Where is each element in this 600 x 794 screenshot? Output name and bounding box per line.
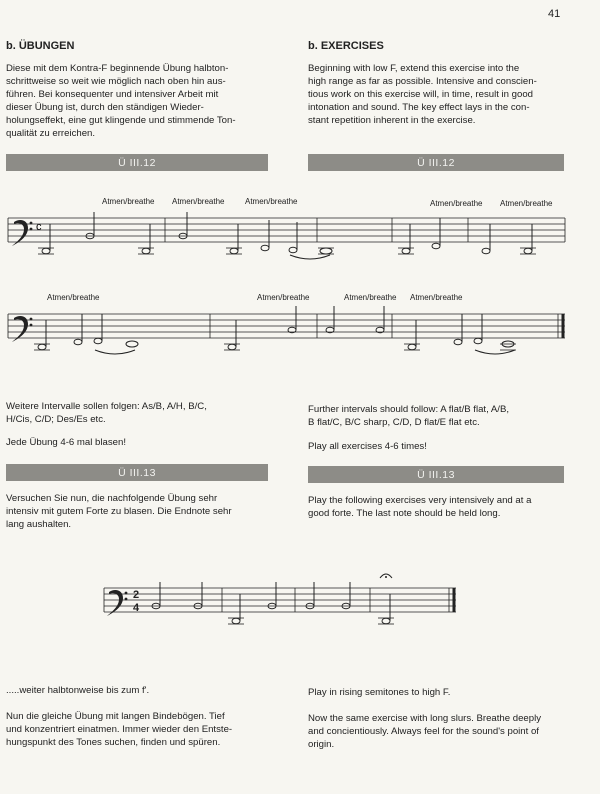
intro-english xyxy=(308,62,564,127)
instruction-english-line: good forte. The last note should be held long. xyxy=(308,508,501,519)
breath-label: Atmen/breathe xyxy=(102,197,155,206)
heading-german: b. ÜBUNGEN xyxy=(6,40,75,52)
intervals-english-line: Further intervals should follow: A flat/B flat, A/B, xyxy=(308,404,510,415)
intervals-english xyxy=(308,403,564,429)
exercise-bar-13-german: Ü III.13 xyxy=(6,464,268,481)
slurs-german-line: hungspunkt des Tones suchen, finden und spüren. xyxy=(6,737,221,748)
semitones-german: .....weiter halbtonweise bis zum f'. xyxy=(6,685,150,696)
semitones-english: Play in rising semitones to high F. xyxy=(308,687,451,698)
intro-english-line: high range as far as possible. Intensive and conscien- xyxy=(308,76,537,87)
slurs-english-line: Now the same exercise with long slurs. Breathe deeply xyxy=(308,713,542,724)
instruction-german-line: Versuchen Sie nun, die nachfolgende Übung sehr xyxy=(6,493,218,504)
breath-label: Atmen/breathe xyxy=(257,293,310,302)
intro-english-line: stant repetition inherent in the exercise. xyxy=(308,115,476,126)
slurs-english xyxy=(308,712,564,751)
slurs-german-line: Nun die gleiche Übung mit langen Bindebögen. Tief xyxy=(6,711,225,722)
exercise-bar-12-german: Ü III.12 xyxy=(6,154,268,171)
music-staff-3 xyxy=(100,570,470,650)
heading-english: b. EXERCISES xyxy=(308,40,384,52)
intervals-german xyxy=(6,400,268,426)
intro-german-line: dieser Übung ist, durch den ständigen Wieder- xyxy=(6,102,204,113)
instruction-german-line: intensiv mit gutem Forte zu blasen. Die Endnote sehr xyxy=(6,506,232,517)
slurs-german xyxy=(6,710,268,749)
intro-english-line: tious work on this exercise will, in time, result in good xyxy=(308,89,534,100)
music-staff-2 xyxy=(0,286,600,376)
breath-label: Atmen/breathe xyxy=(410,293,463,302)
intro-german-line: schrittweise so weit wie möglich nach oben hin aus- xyxy=(6,76,226,87)
breath-label: Atmen/breathe xyxy=(500,199,553,208)
breath-label: Atmen/breathe xyxy=(245,197,298,206)
intro-german xyxy=(6,62,268,140)
intro-german-line: Diese mit dem Kontra-F beginnende Übung halbton- xyxy=(6,63,229,74)
instruction-english xyxy=(308,494,564,520)
music-staff-1 xyxy=(0,190,600,280)
intervals-german-line: Weitere Intervalle sollen folgen: As/B, A/H, B/C, xyxy=(6,401,207,412)
time-signature-bottom: 4 xyxy=(133,602,140,614)
breath-label: Atmen/breathe xyxy=(47,293,100,302)
slurs-german-line: und konzentriert einatmen. Immer wieder den Entste- xyxy=(6,724,233,735)
repeat-german: Jede Übung 4-6 mal blasen! xyxy=(6,437,126,448)
intro-german-line: holungseffekt, eine gut klingende und stimmende Ton- xyxy=(6,115,236,126)
intro-english-line: intonation and sound. The key effect lays in the con- xyxy=(308,102,530,113)
slurs-english-line: origin. xyxy=(308,739,335,750)
time-signature-common: c xyxy=(36,221,42,233)
exercise-bar-12-english: Ü III.12 xyxy=(308,154,564,171)
instruction-german xyxy=(6,492,268,531)
page-number: 41 xyxy=(548,8,561,20)
exercise-bar-13-english: Ü III.13 xyxy=(308,466,564,483)
intro-english-line: Beginning with low F, extend this exercise into the xyxy=(308,63,520,74)
time-signature-top: 2 xyxy=(133,589,140,601)
breath-label: Atmen/breathe xyxy=(172,197,225,206)
intervals-english-line: B flat/C, B/C sharp, C/D, D flat/E flat etc. xyxy=(308,417,480,428)
intro-german-line: führen. Bei konsequenter und intensiver Arbeit mit xyxy=(6,89,219,100)
instruction-german-line: lang aushalten. xyxy=(6,519,72,530)
breath-label: Atmen/breathe xyxy=(430,199,483,208)
intervals-german-line: H/Cis, C/D; Des/Es etc. xyxy=(6,414,106,425)
slurs-english-line: and concientiously. Always feel for the sound's point of xyxy=(308,726,539,737)
repeat-english: Play all exercises 4-6 times! xyxy=(308,441,427,452)
fermata-dot-icon xyxy=(385,576,387,578)
intro-german-line: qualität zu erreichen. xyxy=(6,128,96,139)
breath-label: Atmen/breathe xyxy=(344,293,397,302)
instruction-english-line: Play the following exercises very intensively and at a xyxy=(308,495,532,506)
